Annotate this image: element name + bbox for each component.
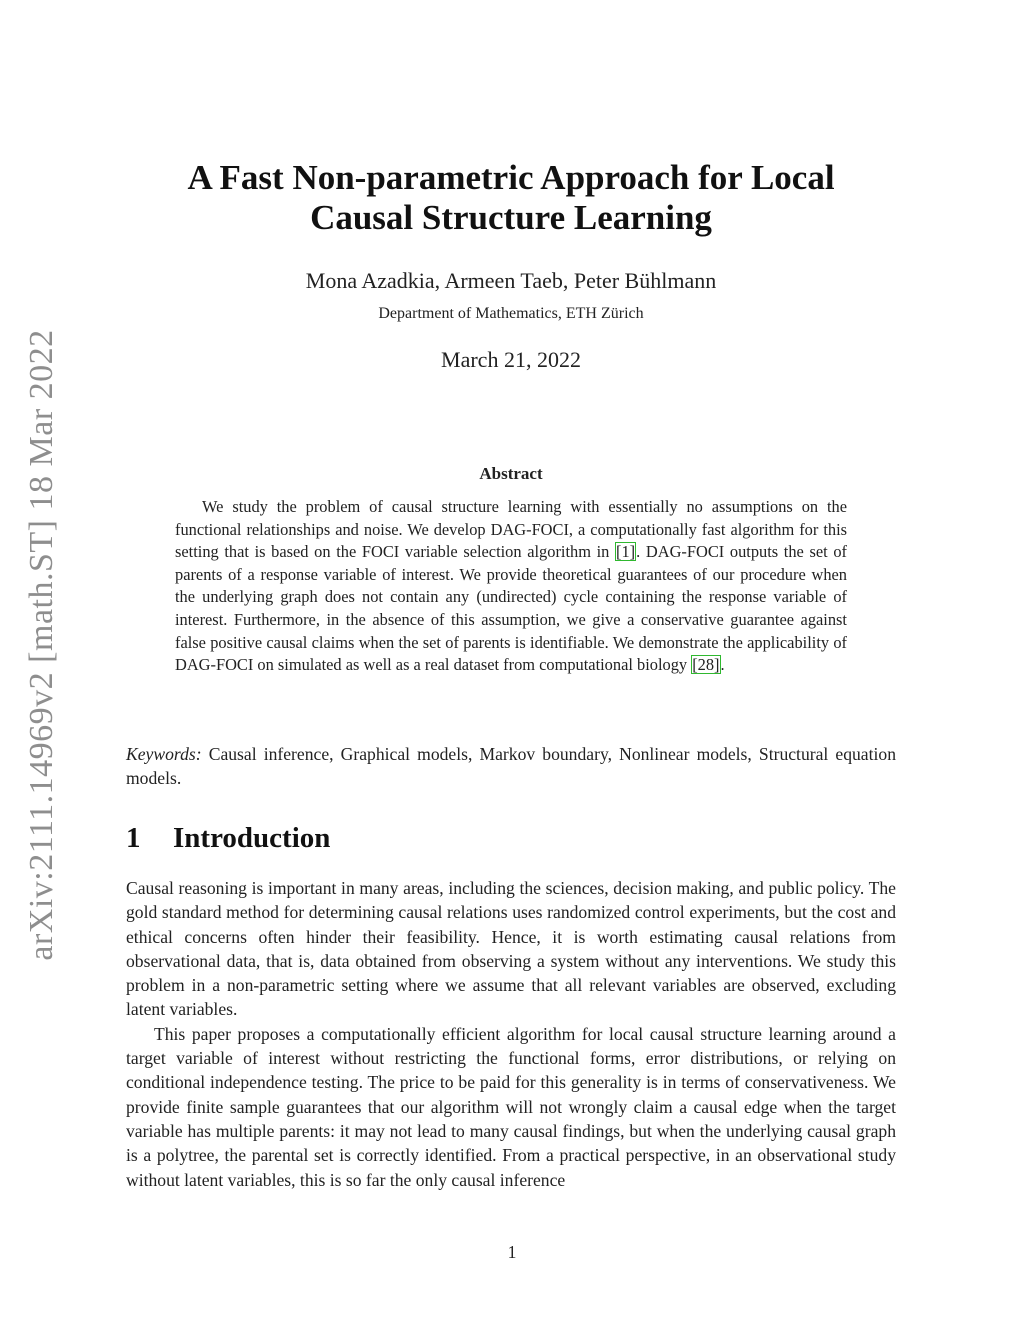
abstract-text-part-3: . [720, 655, 725, 675]
page-number: 1 [507, 1242, 517, 1262]
abstract-text [175, 496, 847, 677]
citation-link-1[interactable]: [1] [616, 542, 636, 562]
author-list: Mona Azadkia, Armeen Taeb, Peter Bühlmann [305, 268, 717, 293]
title-line-1: A Fast Non-parametric Approach for Local [187, 158, 835, 197]
paragraph-2: This paper proposes a computationally efficient algorithm for local causal structure learning around a target variable of interest without restricting the functional forms, error distributions, or relying on conditional independence testing. The price to be paid for this generality is in terms of conservativeness. We provide finite sample guarantees that our algorithm will not wrongly claim a causal edge when the target variable has multiple parents: it may not lead to many causal findings, but when the underlying causal graph is a polytree, the parental set is correctly identified. From a practical perspective, in an observational study without latent variables, this is so far the only causal inference [126, 1023, 896, 1190]
title-line-2: Causal Structure Learning [310, 198, 712, 237]
paper-title [126, 158, 896, 238]
abstract-heading: Abstract [479, 464, 543, 483]
keywords-text: Causal inference, Graphical models, Markov boundary, Nonlinear models, Structural equation models. [126, 744, 896, 788]
section-heading-introduction [126, 822, 330, 855]
arxiv-identifier-stamp[interactable]: arXiv:2111.14969v2 [math.ST] 18 Mar 2022 [23, 329, 60, 961]
abstract-text-part-1: We study the problem of causal structure learning with essentially no assumptions on the functional relationships and noise. We develop DAG-FOCI, a computationally fast algorithm for this setting that is based on the FOCI variable selection algorithm in [175, 497, 847, 562]
section-title: Introduction [173, 822, 331, 854]
section-number: 1 [126, 822, 141, 854]
introduction-body [126, 876, 896, 1192]
publication-date: March 21, 2022 [441, 347, 581, 372]
abstract-text-part-2: . DAG-FOCI outputs the set of parents of a response variable of interest. We provide theoretical guarantees of our procedure when the underlying graph does not contain any (undirected) cycle containing the response variable of interest. Furthermore, in the absence of this assumption, we give a conservative guarantee against false positive causal claims when the set of parents is identifiable. We demonstrate the applicability of DAG-FOCI on simulated as well as a real dataset from computational biology [175, 542, 847, 675]
citation-link-28[interactable]: [28] [692, 655, 720, 675]
keywords [126, 742, 896, 790]
affiliation: Department of Mathematics, ETH Zürich [378, 305, 644, 322]
paragraph-1: Causal reasoning is important in many areas, including the sciences, decision making, and public policy. The gold standard method for determining causal relations uses randomized control experiments, but the cost and ethical concerns often hinder their feasibility. Hence, it is worth estimating causal relations from observational data, that is, data obtained from observing a system without any interventions. We study this problem in a non-parametric setting where we assume that all relevant variables are observed, excluding latent variables. [126, 878, 896, 1020]
keywords-label: Keywords: [126, 744, 202, 764]
